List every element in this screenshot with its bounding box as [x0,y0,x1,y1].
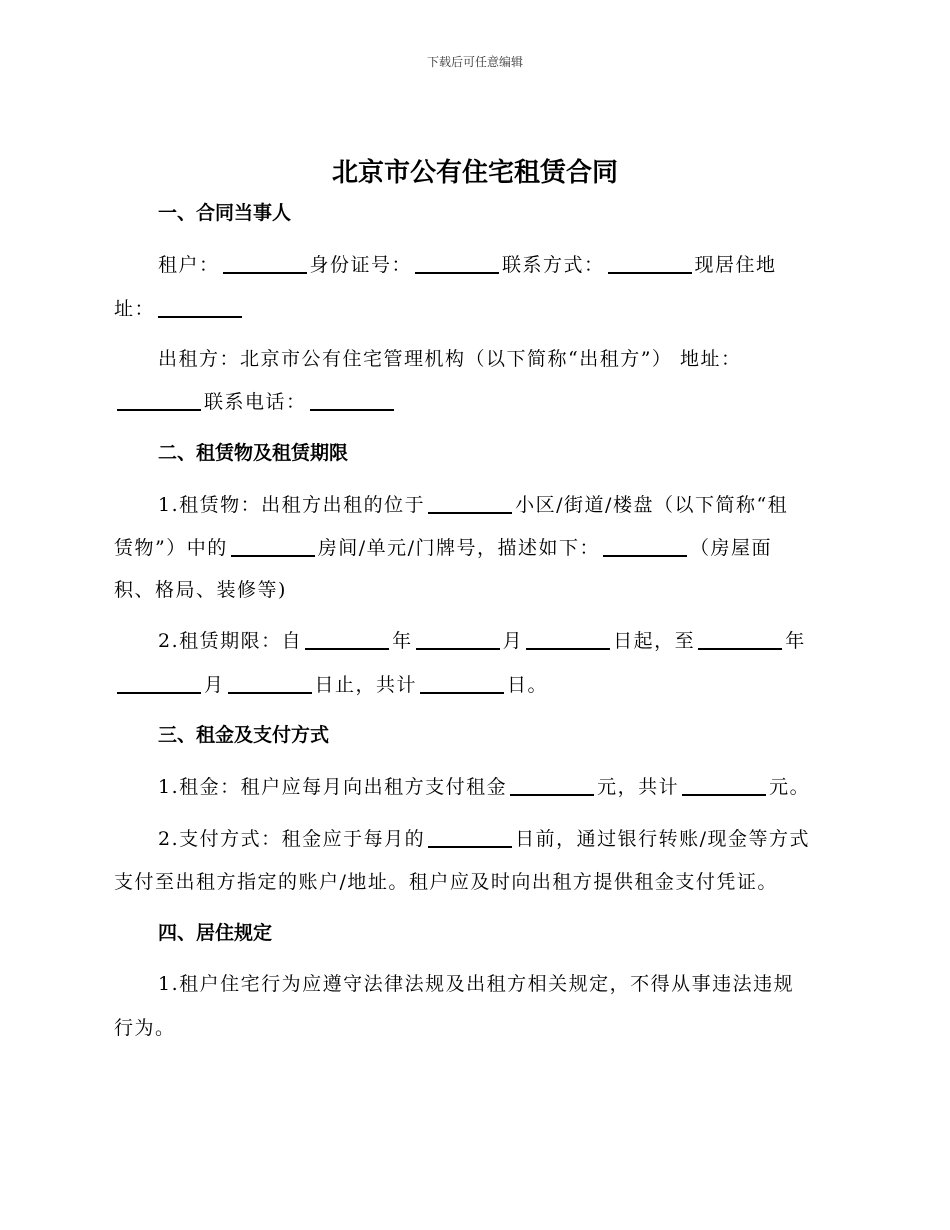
text: 年 [392,630,413,652]
fill-blank [117,409,201,411]
text: 日止，共计 [314,674,418,696]
text: 日前，通过银行转账/现金等方式 [515,828,811,850]
fill-blank [428,846,512,848]
text: 行为。 [114,1017,176,1039]
document-title: 北京市公有住宅租赁合同 [331,158,618,188]
fill-blank [305,648,389,650]
text: 积、格局、装修等) [114,579,287,601]
parties-line-2 [114,294,245,321]
text: 身份证号： [309,254,413,276]
fill-blank [310,409,394,411]
text: 支付至出租方指定的账户/地址。租户应及时向出租方提供租金支付凭证。 [114,871,778,893]
text: 1.租赁物：出租方出租的位于 [158,494,426,516]
text: 2.租赁期限：自 [158,630,303,652]
text: 元。 [769,776,811,798]
lease-line-3 [114,575,287,602]
lease-line-5 [114,670,548,697]
text: 月 [502,630,524,652]
text: 1.租金：租户应每月向出租方支付租金 [158,776,508,798]
text: 日起，至 [613,630,696,652]
section-heading-residence-rules: 四、居住规定 [158,922,273,944]
fill-blank [698,648,782,650]
text: 日。 [507,674,549,696]
text: 联系方式： [502,254,605,276]
text: 2.支付方式：租金应于每月的 [158,828,426,850]
fill-blank [682,794,766,796]
section-heading-rent: 三、租金及支付方式 [158,724,330,746]
fill-blank [223,272,307,274]
parties-line-4 [114,387,397,414]
rent-line-3 [114,867,778,894]
fill-blank [416,648,500,650]
text: 现居住地 [694,254,777,276]
section-heading-parties: 一、合同当事人 [158,202,292,224]
fill-blank [420,692,504,694]
text: 小区/街道/楼盘（以下简称“租 [515,494,789,516]
fill-blank [158,316,242,318]
text: 1.租户住宅行为应遵守法律法规及出租方相关规定，不得从事违法违规 [158,973,795,995]
text: 元，共计 [597,776,680,798]
lease-line-1 [158,490,788,517]
lease-line-2 [114,533,772,560]
rules-line-2 [114,1013,176,1040]
text: 年 [785,630,806,652]
parties-line-3 [158,344,741,371]
rules-line-1 [158,969,794,996]
fill-blank [117,692,201,694]
text: 租户： [158,254,220,276]
fill-blank [231,555,315,557]
text: 房间/单元/门牌号，描述如下： [317,537,601,559]
fill-blank [415,272,499,274]
fill-blank [510,794,594,796]
lease-line-4 [158,626,806,653]
fill-blank [526,648,610,650]
fill-blank [608,272,692,274]
text: （房屋面 [690,537,773,559]
section-heading-lease-object: 二、租赁物及租赁期限 [158,442,349,464]
fill-blank [228,692,312,694]
header-note: 下载后可任意编辑 [426,55,523,69]
parties-line-1 [158,250,777,277]
text: 月 [204,674,225,696]
text: 联系电话： [204,391,307,413]
rent-line-1 [158,772,810,799]
text: 赁物”）中的 [114,537,228,559]
fill-blank [428,512,512,514]
text: 址： [114,298,156,320]
rent-line-2 [158,824,810,851]
text: 出租方：北京市公有住宅管理机构（以下简称“出租方”） 地址： [158,348,742,370]
fill-blank [603,555,687,557]
